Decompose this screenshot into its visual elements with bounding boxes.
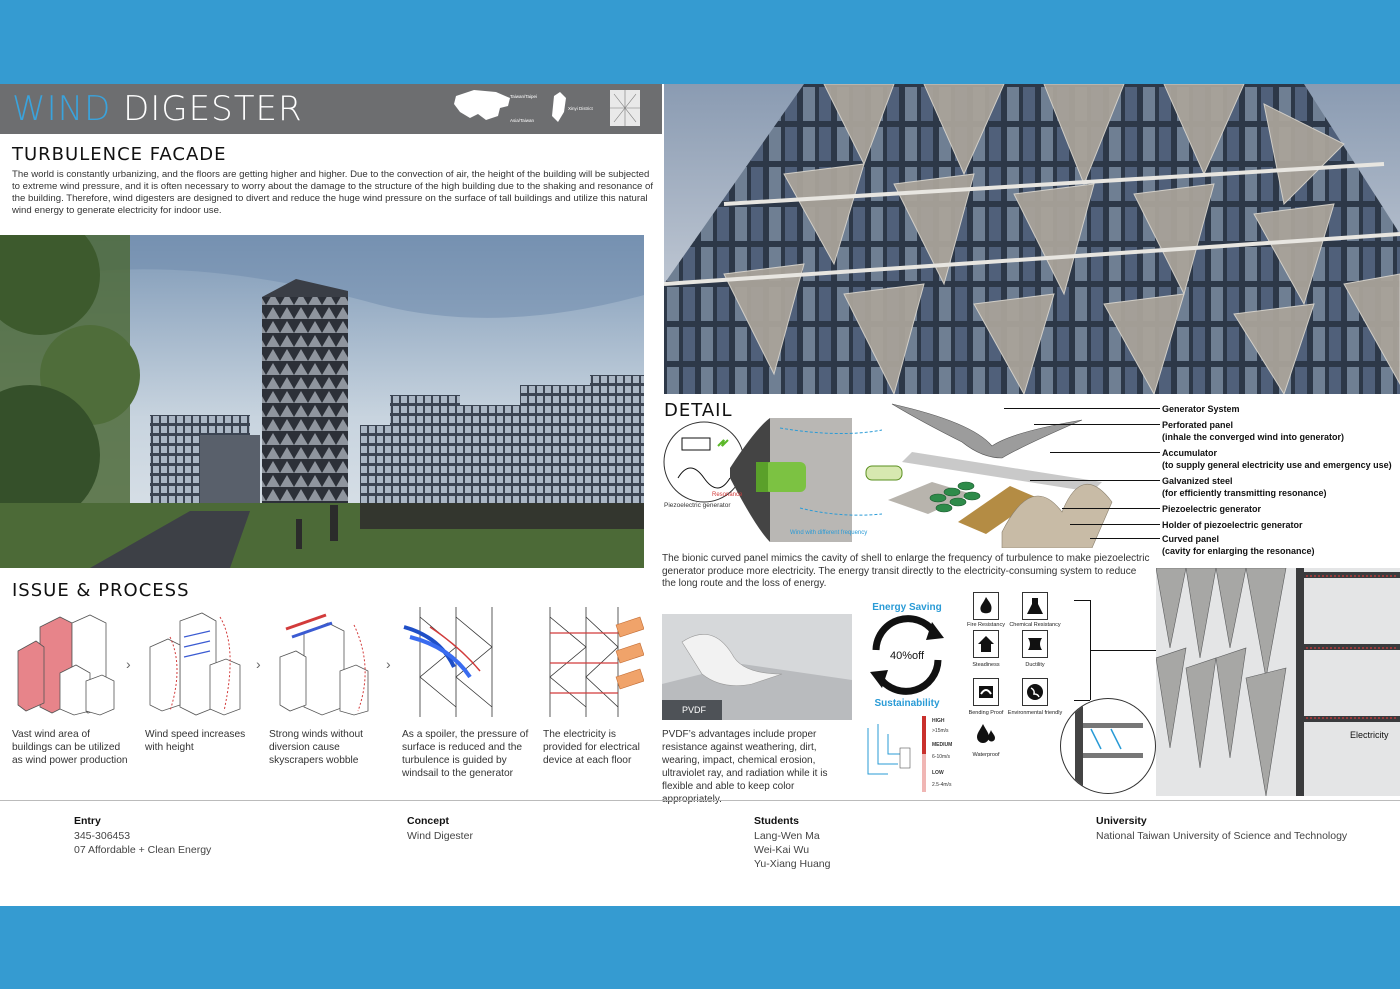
concept-label: Concept (407, 815, 449, 827)
step-3-caption: Strong winds without diversion cause skyscrapers wobble (269, 729, 364, 766)
label-galvanized-steel: Galvanized steel (1162, 476, 1233, 486)
label-galvanized-steel-note: (for efficiently transmitting resonance) (1162, 488, 1327, 498)
map-label-xinyi: Xinyi District (568, 106, 593, 111)
label-generator-system: Generator System (1162, 404, 1240, 414)
detail-zoom-circle (1060, 698, 1156, 794)
university-value: National Taiwan University of Science and Technology (1096, 830, 1348, 842)
step-3-diagram (270, 607, 380, 717)
property-ductility: Ductility (1025, 662, 1045, 668)
concept-value: Wind Digester (407, 830, 473, 842)
step-arrow-icon: › (256, 656, 261, 672)
issue-heading: ISSUE & PROCESS (12, 580, 190, 601)
step-arrow-icon: › (126, 656, 131, 672)
property-steadiness: Steadiness (972, 662, 1000, 668)
facade-section-rendering (1156, 568, 1400, 796)
step-1-caption: Vast wind area of buildings can be utilized as wind power production (12, 729, 128, 766)
chemical-flask-icon (1022, 592, 1048, 620)
location-maps (450, 86, 646, 130)
students-label: Students (754, 815, 799, 827)
map-label-asia: Asia/Taiwan (510, 118, 535, 123)
footer-divider (0, 800, 1400, 801)
property-fire-resistancy: Fire Resistancy (967, 622, 1005, 628)
energy-saving-label: Energy Saving (872, 602, 942, 613)
electricity-label: Electricity (1350, 730, 1389, 740)
page-title: WIND DIGESTER (12, 89, 303, 129)
top-color-band (0, 0, 1400, 84)
tower-rendering-photo (0, 235, 644, 568)
svg-text:2.5-4m/s: 2.5-4m/s (932, 782, 952, 788)
step-4-caption: As a spoiler, the pressure of surface is reduced and the turbulence is guided by windsail to the generator (402, 729, 529, 779)
step-2-diagram (140, 607, 250, 717)
entry-label: Entry (74, 815, 101, 827)
piezo-generator-label: Piezoelectric generator (664, 502, 731, 509)
house-icon (973, 630, 999, 658)
pvdf-description: PVDF’s advantages include proper resistance against weathering, dirt, wearing, impact, chemical erosion, ultraviolet ray, and radiation while it is flexible and able to keep color (662, 729, 828, 792)
entry-number: 345-306453 (74, 830, 131, 842)
student-1: Lang-Wen Ma (754, 830, 820, 842)
university-label: University (1096, 815, 1147, 827)
step-5-diagram (530, 607, 644, 717)
svg-text:LOW: LOW (932, 770, 944, 776)
property-chemical-resistancy: Chemical Resistancy (1009, 622, 1061, 628)
svg-text:>15m/s: >15m/s (932, 728, 949, 734)
map-label-taiwan: Taiwan/Taipei (510, 94, 538, 99)
label-accumulator: Accumulator (1162, 448, 1218, 458)
piezo-section-diagram (660, 418, 882, 542)
svg-text:6-10m/s: 6-10m/s (932, 754, 951, 760)
facade-description: The world is constantly urbanizing, and the floors are getting higher and higher. Due to the convection of air, the height of the building will be subjected to extreme wind pressure, and it is often necessary to worry about the damage to the structure of the high building due to the shaking and resonance of the building. Therefore, wind digesters are designed to divert and reduce the huge wind pressure on the surface of tall buildings and utilize this natural wind energy to generate electricity for indoor use. (12, 169, 654, 216)
ductility-bar-icon (1022, 630, 1048, 658)
step-2-caption: Wind speed increases with height (145, 729, 246, 753)
pvdf-panel-photo (662, 614, 852, 720)
wind-frequency-label: Wind with different frequency (790, 530, 868, 536)
property-bending-proof: Bending Proof (968, 710, 1004, 716)
step-arrow-icon: › (386, 656, 391, 672)
label-holder: Holder of piezoelectric generator (1162, 520, 1303, 530)
detail-description: The bionic curved panel mimics the cavity of shell to enlarge the frequency of turbulence to make piezoelectric generator produce more electricity. The energy transit directly to the electricity-consuming system to reduce the long route and the loss of energy. (662, 553, 1150, 589)
label-perforated-panel-note: (inhale the converged wind into generator) (1162, 432, 1345, 442)
svg-text:MEDIUM: MEDIUM (932, 742, 953, 748)
detail-heading: DETAIL (664, 400, 733, 421)
facade-closeup-photo (664, 84, 1400, 394)
step-1-diagram (10, 607, 120, 717)
label-curved-panel: Curved panel (1162, 534, 1220, 544)
bending-icon (973, 678, 999, 706)
property-waterproof: Waterproof (972, 752, 1000, 758)
entry-category: 07 Affordable + Clean Energy (74, 844, 212, 856)
step-4-diagram (400, 607, 510, 717)
fire-icon (973, 592, 999, 620)
label-curved-panel-note: (cavity for enlarging the resonance) (1162, 546, 1315, 556)
label-accumulator-note: (to supply general electricity use and emergency use) (1162, 460, 1392, 470)
water-drop-icon (973, 720, 999, 748)
student-2: Wei-Kai Wu (754, 844, 810, 856)
resonance-label: Resonance (712, 492, 743, 498)
property-environmental-friendly: Environmental friendly (1007, 710, 1063, 716)
globe-icon (1022, 678, 1048, 706)
energy-cycle-graphic (852, 598, 962, 710)
facade-heading: TURBULENCE FACADE (12, 144, 227, 165)
label-piezo-generator: Piezoelectric generator (1162, 504, 1262, 514)
pvdf-tag: PVDF (682, 705, 707, 715)
sustainability-label: Sustainability (874, 698, 940, 709)
bottom-color-band (0, 906, 1400, 989)
svg-text:HIGH: HIGH (932, 718, 945, 724)
energy-percent-label: 40%off (889, 650, 925, 662)
student-3: Yu-Xiang Huang (754, 858, 831, 870)
label-perforated-panel: Perforated panel (1162, 420, 1234, 430)
step-5-caption: The electricity is provided for electrical device at each floor (543, 729, 640, 766)
wind-speed-legend (858, 714, 960, 794)
